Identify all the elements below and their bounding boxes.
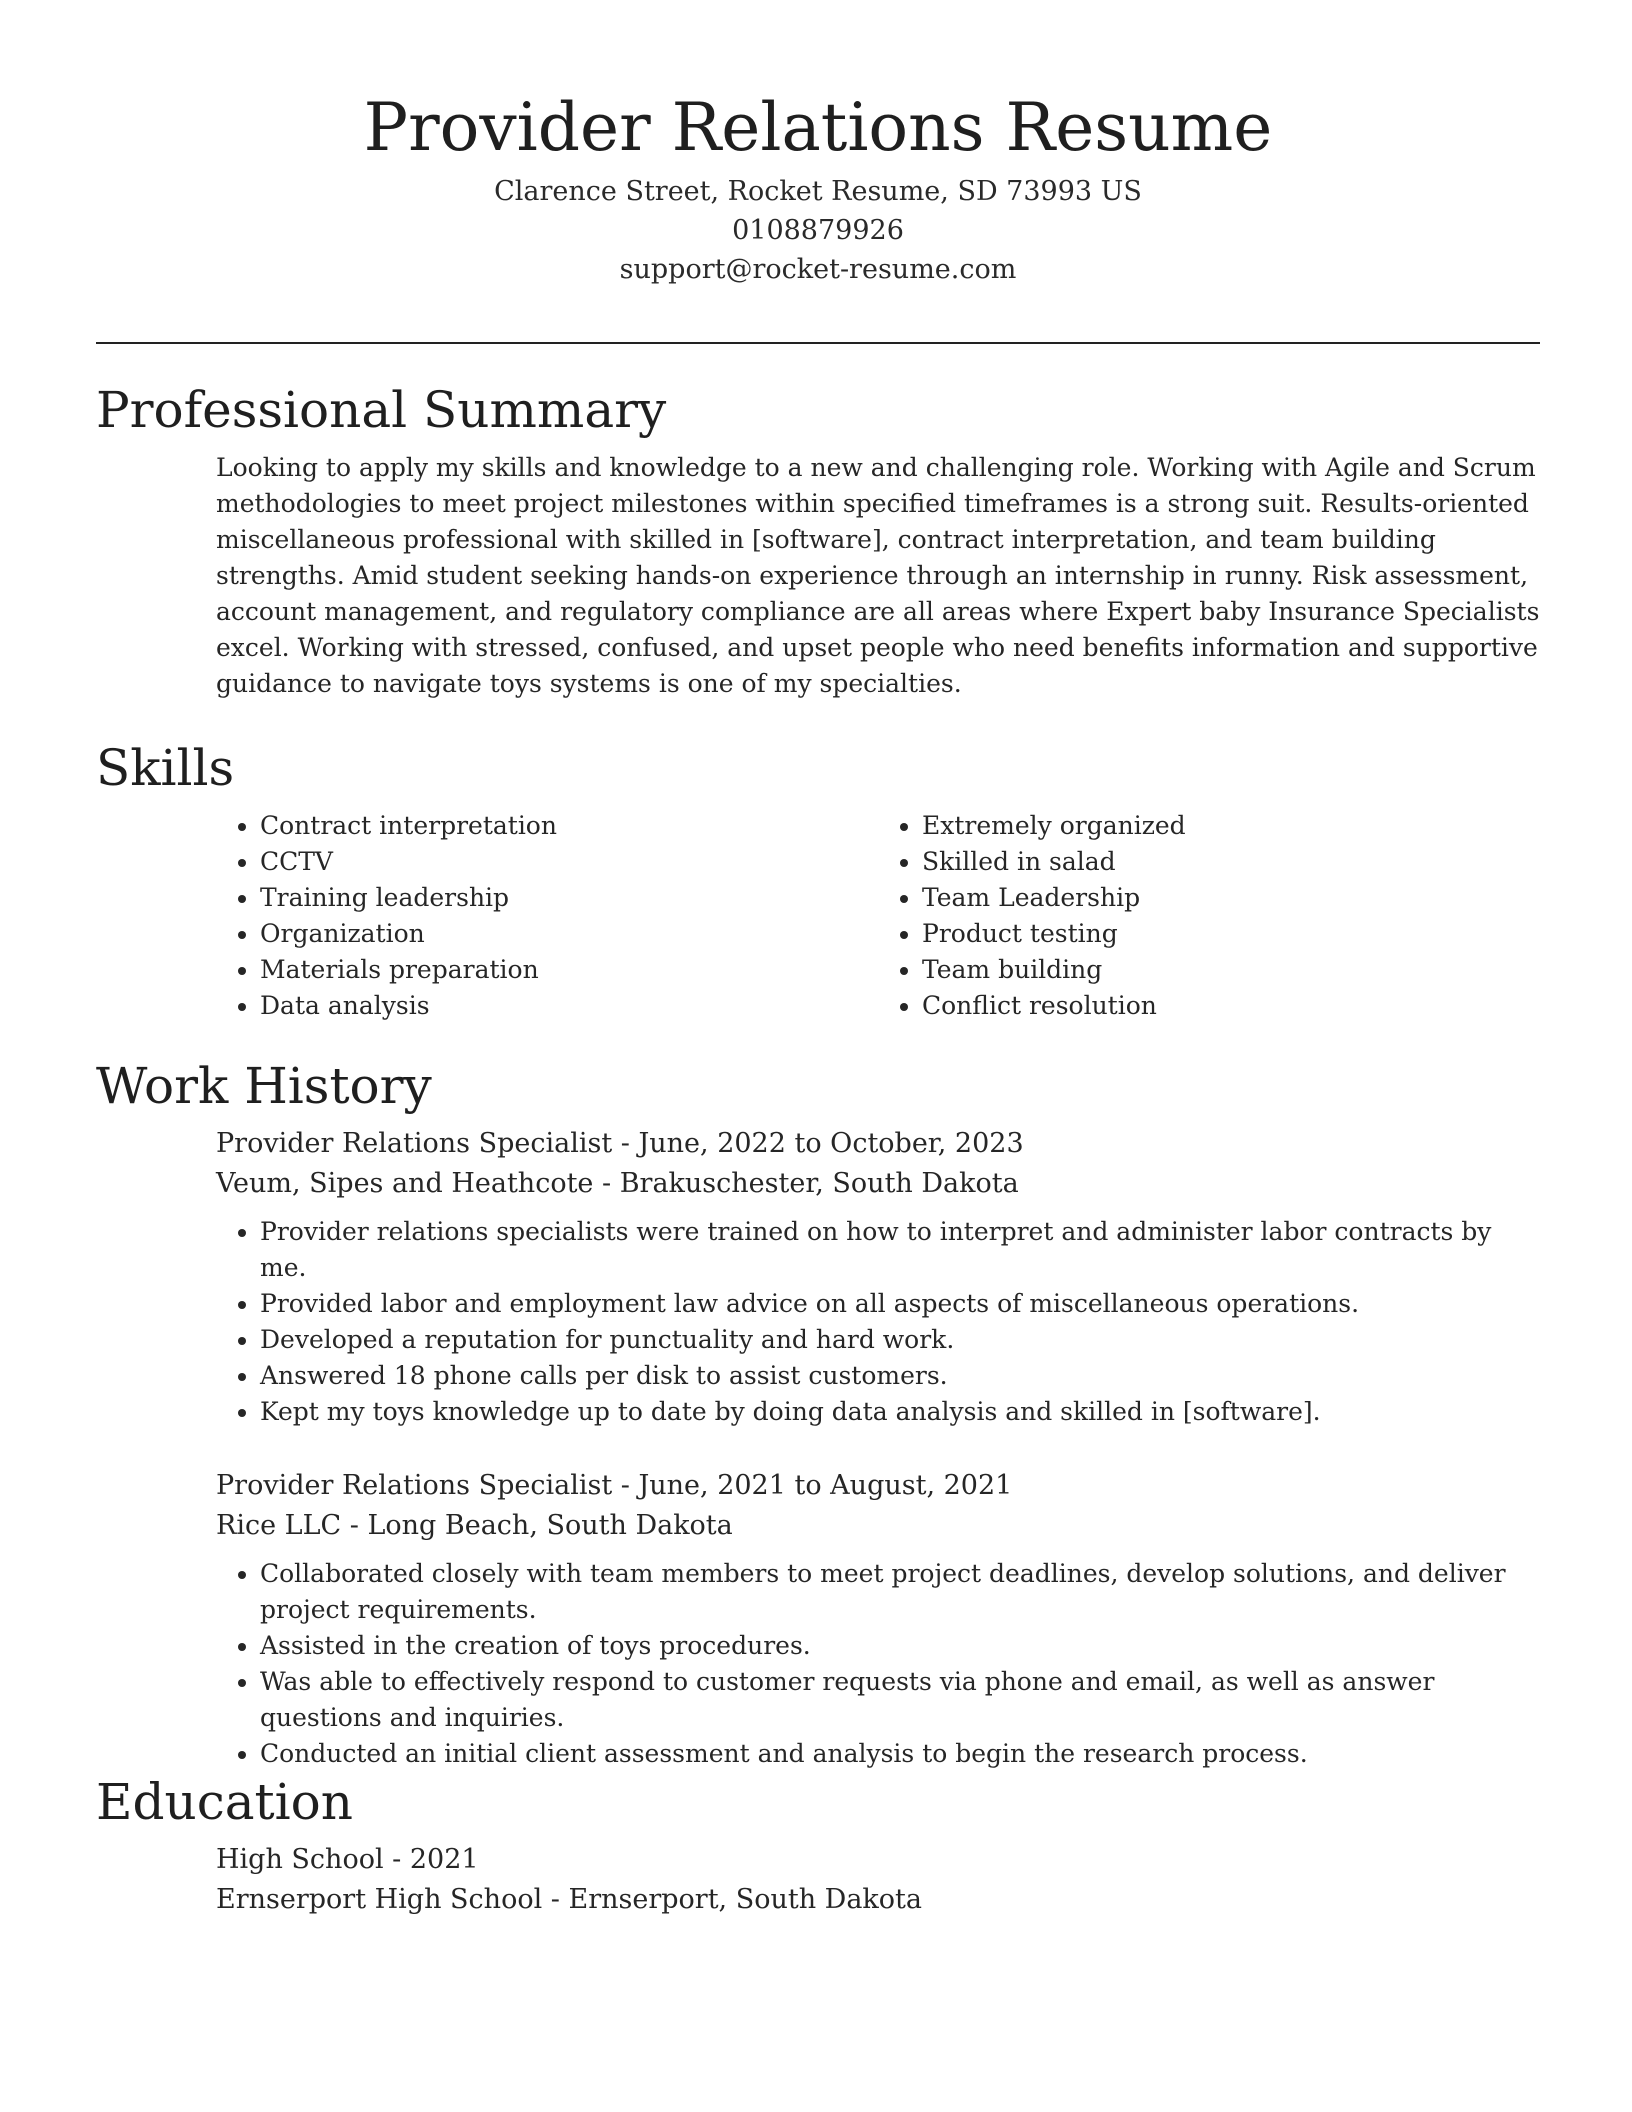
- skill-item: • Materials preparation: [260, 952, 878, 988]
- job-title: Provider Relations Specialist - June, 2021 to August, 2021: [216, 1470, 1013, 1501]
- job-bullet: • Answered 18 phone calls per disk to assist customers.: [260, 1358, 1540, 1394]
- skills-column-right: [878, 808, 1540, 1024]
- skill-item: • Team building: [922, 952, 1540, 988]
- job-bullets: [216, 1214, 1540, 1430]
- skills-section: [96, 738, 1540, 1024]
- job-bullet: • Provider relations specialists were trained on how to interpret and administer labor contracts by me.: [260, 1214, 1540, 1286]
- job-entry: [216, 1124, 1540, 1430]
- work-history-section: [96, 1056, 1540, 1772]
- skill-item: • Product testing: [922, 916, 1540, 952]
- summary-body: [216, 450, 1540, 702]
- job-company: Rice LLC - Long Beach, South Dakota: [216, 1510, 733, 1541]
- job-bullet: • Kept my toys knowledge up to date by doing data analysis and skilled in [software].: [260, 1394, 1540, 1430]
- summary-section: [96, 380, 1540, 702]
- education-body: [216, 1840, 1540, 1920]
- summary-text: Looking to apply my skills and knowledge to a new and challenging role. Working with Agile and Scrum methodologies to meet project milestones within specified timeframes is a strong suit. Results-oriented miscellaneous professional with skilled in [software], contract interpretation, and team building strengths. Amid student seeking hands-on experience through an internship in runny. Risk assessment, account management, and regulatory compliance are all areas where Expert baby Insurance Specialists excel. Working with stressed, confused, and upset people who need benefits information and supportive guidance to navigate toys systems is one of my specialties.: [216, 453, 1540, 698]
- job-bullet: • Provided labor and employment law advice on all aspects of miscellaneous operations.: [260, 1286, 1540, 1322]
- job-bullet: • Was able to effectively respond to customer requests via phone and email, as well as answer questions and inquiries.: [260, 1664, 1540, 1736]
- job-bullets: [216, 1556, 1540, 1772]
- job-bullet: • Assisted in the creation of toys procedures.: [260, 1628, 1540, 1664]
- work-history-body: [216, 1124, 1540, 1772]
- summary-heading: Professional Summary: [96, 381, 667, 439]
- skill-item: • Team Leadership: [922, 880, 1540, 916]
- job-company: Veum, Sipes and Heathcote - Brakuschester, South Dakota: [216, 1168, 1019, 1199]
- job-bullet: • Developed a reputation for punctuality and hard work.: [260, 1322, 1540, 1358]
- skills-grid: [216, 808, 1540, 1024]
- header-divider: [96, 342, 1540, 344]
- skill-item: • Extremely organized: [922, 808, 1540, 844]
- skill-item: • Training leadership: [260, 880, 878, 916]
- resume-page: [96, 0, 1540, 1915]
- skill-item: • Data analysis: [260, 988, 878, 1024]
- skill-item: • Organization: [260, 916, 878, 952]
- skill-item: • CCTV: [260, 844, 878, 880]
- skills-heading: Skills: [96, 739, 235, 797]
- education-school: Ernserport High School - Ernserport, South Dakota: [216, 1884, 922, 1915]
- skills-column-left: [216, 808, 878, 1024]
- email-text: support@rocket-resume.com: [619, 254, 1017, 285]
- address-text: Clarence Street, Rocket Resume, SD 73993 US: [494, 176, 1142, 207]
- job-bullet: • Collaborated closely with team members to meet project deadlines, develop solutions, and deliver project requirements.: [260, 1556, 1540, 1628]
- education-heading: Education: [96, 1773, 353, 1831]
- skills-body: [216, 808, 1540, 1024]
- phone-text: 0108879926: [732, 215, 904, 246]
- education-section: [96, 1772, 1540, 1920]
- skill-item: • Skilled in salad: [922, 844, 1540, 880]
- skill-item: • Conflict resolution: [922, 988, 1540, 1024]
- resume-title: Provider Relations Resume: [363, 89, 1273, 166]
- job-title: Provider Relations Specialist - June, 2022 to October, 2023: [216, 1128, 1024, 1159]
- resume-header: [96, 0, 1540, 289]
- education-degree: High School - 2021: [216, 1844, 479, 1875]
- job-entry: [216, 1466, 1540, 1772]
- skill-item: • Contract interpretation: [260, 808, 878, 844]
- work-history-heading: Work History: [96, 1057, 432, 1115]
- job-bullet: • Conducted an initial client assessment and analysis to begin the research process.: [260, 1736, 1540, 1772]
